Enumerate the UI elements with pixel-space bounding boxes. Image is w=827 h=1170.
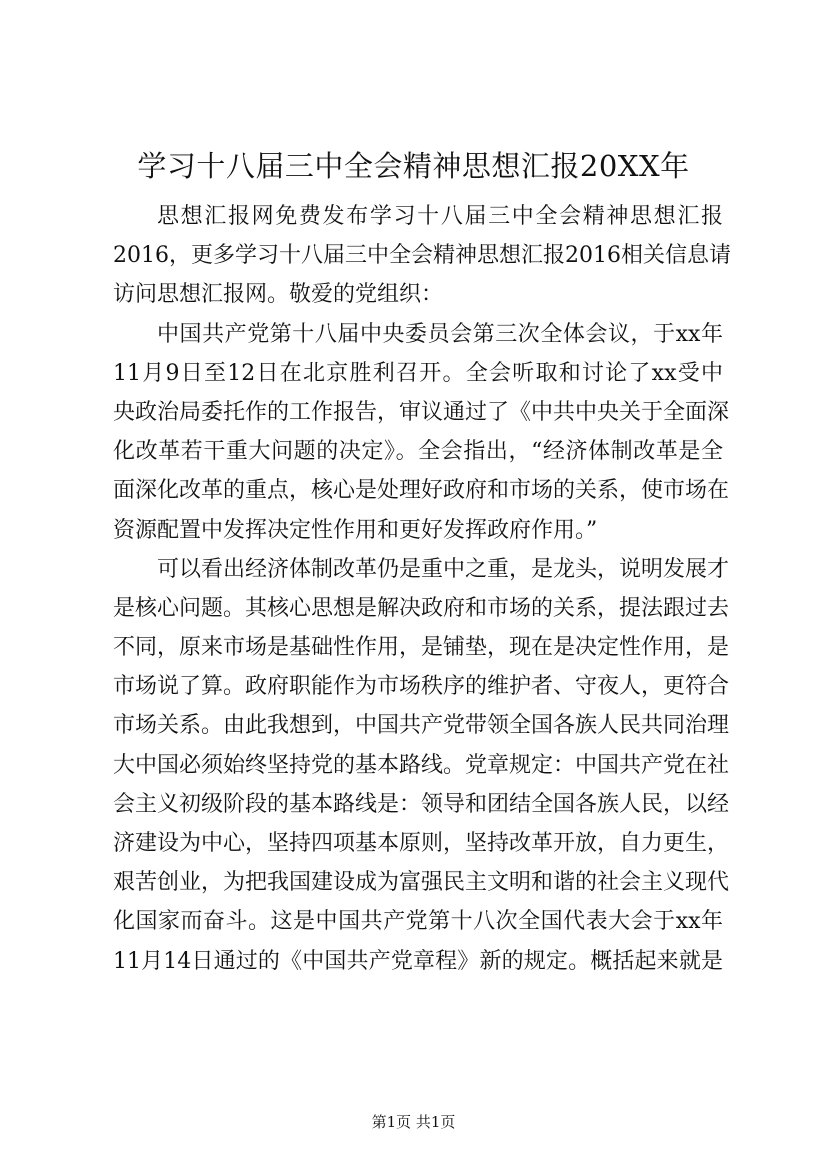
body-line: 思想汇报网免费发布学习十八届三中全会精神思想汇报 xyxy=(157,204,723,229)
page-footer: 第1页 共1页 xyxy=(371,1113,456,1131)
body-line: 化改革若干重大问题的决定》。全会指出，“经济体制改革是全 xyxy=(113,439,723,465)
body-line: 11月14日通过的《中国共产党章程》新的规定。概括起来就是 xyxy=(113,948,723,974)
body-line: 艰苦创业，为把我国建设成为富强民主文明和谐的社会主义现代 xyxy=(113,870,730,896)
body-line: 化国家而奋斗。这是中国共产党第十八次全国代表大会于xx年 xyxy=(113,909,723,935)
body-line: 济建设为中心，坚持四项基本原则，坚持改革开放，自力更生， xyxy=(113,831,730,856)
body-line: 11月9日至12日在北京胜利召开。全会听取和讨论了xx受中 xyxy=(113,360,723,386)
body-line: 可以看出经济体制改革仍是重中之重，是龙头，说明发展才 xyxy=(157,556,730,582)
body-line: 央政治局委托作的工作报告，审议通过了《中共中央关于全面深 xyxy=(113,399,730,425)
body-line: 访问思想汇报网。敬爱的党组织： xyxy=(113,282,444,308)
document-title: 学习十八届三中全会精神思想汇报20XX年 xyxy=(137,149,690,183)
body-line: 大中国必须始终坚持党的基本路线。党章规定：中国共产党在社 xyxy=(113,752,730,778)
body-line: 不同，原来市场是基础性作用，是铺垫，现在是决定性作用，是 xyxy=(113,635,730,661)
body-line: 是核心问题。其核心思想是解决政府和市场的关系，提法跟过去 xyxy=(113,595,730,621)
body-line: 中国共产党第十八届中央委员会第三次全体会议，于xx年 xyxy=(157,321,723,347)
body-line: 会主义初级阶段的基本路线是：领导和团结全国各族人民，以经 xyxy=(113,791,730,817)
body-line: 面深化改革的重点，核心是处理好政府和市场的关系，使市场在 xyxy=(113,478,730,504)
body-line: 市场说了算。政府职能作为市场秩序的维护者、守夜人，更符合 xyxy=(113,674,730,700)
body-line: 市场关系。由此我想到，中国共产党带领全国各族人民共同治理 xyxy=(113,713,730,739)
body-line: 2016，更多学习十八届三中全会精神思想汇报2016相关信息请 xyxy=(113,243,731,269)
document-body xyxy=(113,197,731,981)
body-line: 资源配置中发挥决定性作用和更好发挥政府作用。” xyxy=(113,517,598,543)
